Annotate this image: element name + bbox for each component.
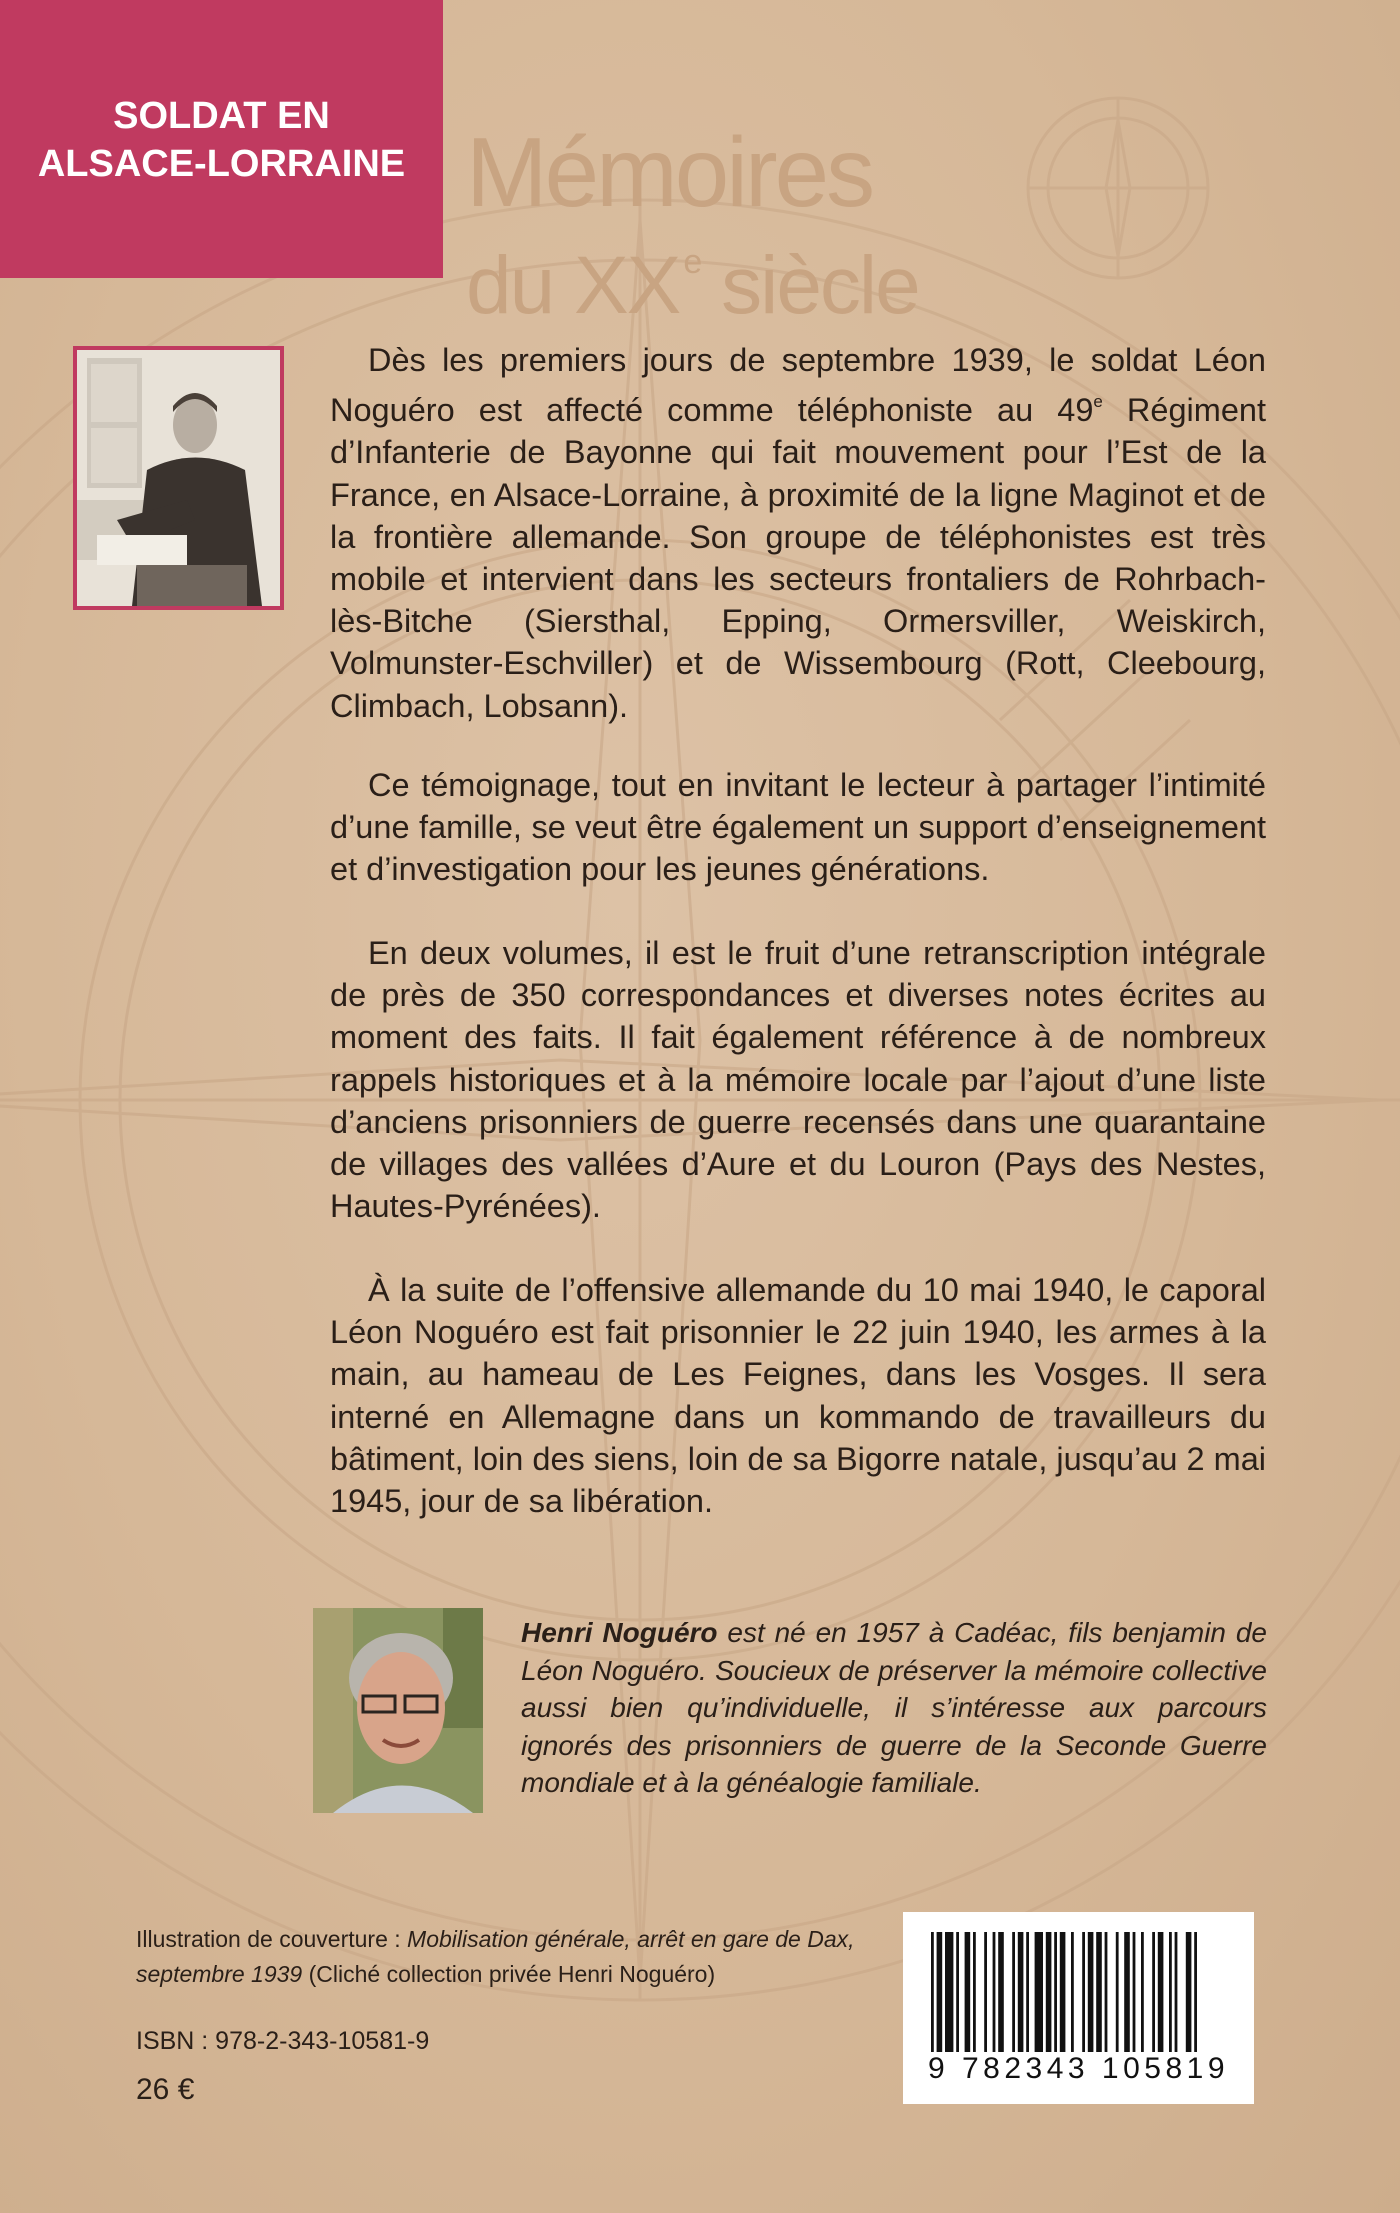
barcode-bar xyxy=(1133,1932,1136,2062)
book-title-line-1: SOLDAT EN xyxy=(113,95,330,137)
barcode-bar xyxy=(973,1932,976,2062)
barcode-bar xyxy=(956,1932,959,2062)
soldier-photo xyxy=(73,346,284,610)
barcode-bar xyxy=(1175,1932,1178,2062)
series-siecle: siècle xyxy=(700,240,919,331)
barcode-bar xyxy=(1018,1932,1024,2062)
isbn: ISBN : 978-2-343-10581-9 xyxy=(136,2027,430,2055)
barcode-bar xyxy=(1169,1932,1172,2062)
barcode-bar xyxy=(1194,1932,1197,2062)
barcode-bar xyxy=(1054,1932,1057,2062)
author-bio-text: est né en 1957 à Cadéac, fils benjamin de Léon Noguéro. Soucieux de préserver la mémoire collective aussi bien qu’individuelle, il s’intéresse aux parcours ignorés des prisonniers de guerre de la Seconde Guerre mondiale et à la généalogie familiale. xyxy=(521,1617,1267,1798)
barcode-bar xyxy=(937,1932,943,2062)
barcode-bar xyxy=(1035,1932,1043,2062)
barcode-bar xyxy=(931,1932,934,2062)
cover-credit xyxy=(136,1922,896,1992)
series-title-line-2 xyxy=(466,222,919,331)
paragraph-3 xyxy=(330,932,1266,1227)
barcode-digits: 9 782343 105819 xyxy=(915,2052,1242,2086)
paragraph-3-text: En deux volumes, il est le fruit d’une retranscription intégrale de près de 350 correspondances et diverses notes écrites au moment des faits. Il fait également référence à de nombreux rappels historiques et à la mémoire locale par l’ajout d’une liste d’anciens prisonniers de guerre recensés dans une quarantaine de villages des vallées d’Aure et du Louron (Pays des Nestes, Hautes-Pyrénées). xyxy=(330,935,1266,1225)
barcode-bar xyxy=(945,1932,953,2062)
paragraph-2-text: Ce témoignage, tout en invitant le lecteur à partager l’intimité d’une famille, se veut être également un support d’enseignement et d’investigation pour les jeunes générations. xyxy=(330,767,1266,888)
series-century: du XX xyxy=(466,240,680,331)
barcode-bar xyxy=(998,1932,1004,2062)
barcode-bar xyxy=(1046,1932,1052,2062)
paragraph-1-start: Dès les premiers jours de septembre 1939, le soldat Léon Noguéro est affecté comme téléphoniste au 49 xyxy=(330,342,1266,429)
paragraph-1-sup: e xyxy=(1093,392,1103,412)
paragraph-4-text: À la suite de l’offensive allemande du 10 mai 1940, le caporal Léon Noguéro est fait prisonnier le 22 juin 1940, les armes à la main, au hameau de Les Feignes, dans les Vosges. Il sera interné en Allemagne dans un kommando de travailleurs du bâtiment, loin des siens, loin de sa Bigorre natale, jusqu’au 2 mai 1945, jour de sa libération. xyxy=(330,1272,1266,1520)
author-name: Henri Noguéro xyxy=(521,1617,718,1648)
barcode-bar xyxy=(1141,1932,1144,2062)
paragraph-4 xyxy=(330,1269,1266,1522)
author-bio xyxy=(521,1614,1267,1802)
barcode-bar xyxy=(1096,1932,1102,2062)
barcode-bar xyxy=(1012,1932,1015,2062)
series-title-line-1: Mémoires xyxy=(466,117,873,227)
barcode-bar xyxy=(1082,1932,1085,2062)
barcode-bar xyxy=(1026,1932,1029,2062)
barcode-bar xyxy=(1152,1932,1155,2062)
book-title-line-2: ALSACE-LORRAINE xyxy=(37,143,406,185)
author-photo xyxy=(313,1608,483,1813)
series-title xyxy=(466,117,919,331)
paragraph-2 xyxy=(330,764,1266,891)
credit-prefix: Illustration de couverture : xyxy=(136,1926,408,1952)
barcode-bar xyxy=(1116,1932,1119,2062)
barcode-bar xyxy=(1158,1932,1164,2062)
barcode-bar xyxy=(1105,1932,1108,2062)
barcode-bar xyxy=(1071,1932,1074,2062)
barcode-bar xyxy=(993,1932,996,2062)
barcode-bar xyxy=(1060,1932,1066,2062)
series-century-sup: e xyxy=(683,243,701,281)
paragraph-1-end: Régiment d’Infanterie de Bayonne qui fait mouvement pour l’Est de la France, en Alsace-Lorraine, à proximité de la ligne Maginot et de la frontière allemande. Son groupe de téléphonistes est très mobile et intervient dans les secteurs frontaliers de Rohrbach-lès-Bitche (Siersthal, Epping, Ormersviller, Weiskirch, Volmunster-Eschviller) et de Wissembourg (Rott, Cleebourg, Climbach, Lobsann). xyxy=(330,392,1266,724)
barcode xyxy=(903,1912,1254,2104)
credit-title: Mobilisation générale, arrêt en gare de Dax, septembre 1939 xyxy=(136,1926,855,1987)
barcode-bar xyxy=(984,1932,987,2062)
credit-suffix: (Cliché collection privée Henri Noguéro) xyxy=(302,1961,716,1987)
barcode-bar xyxy=(965,1932,971,2062)
barcode-bar xyxy=(1088,1932,1094,2062)
barcode-bar xyxy=(1124,1932,1130,2062)
paragraph-1 xyxy=(330,339,1266,727)
price: 26 € xyxy=(136,2073,195,2106)
barcode-bar xyxy=(1186,1932,1192,2062)
title-banner xyxy=(0,0,443,278)
